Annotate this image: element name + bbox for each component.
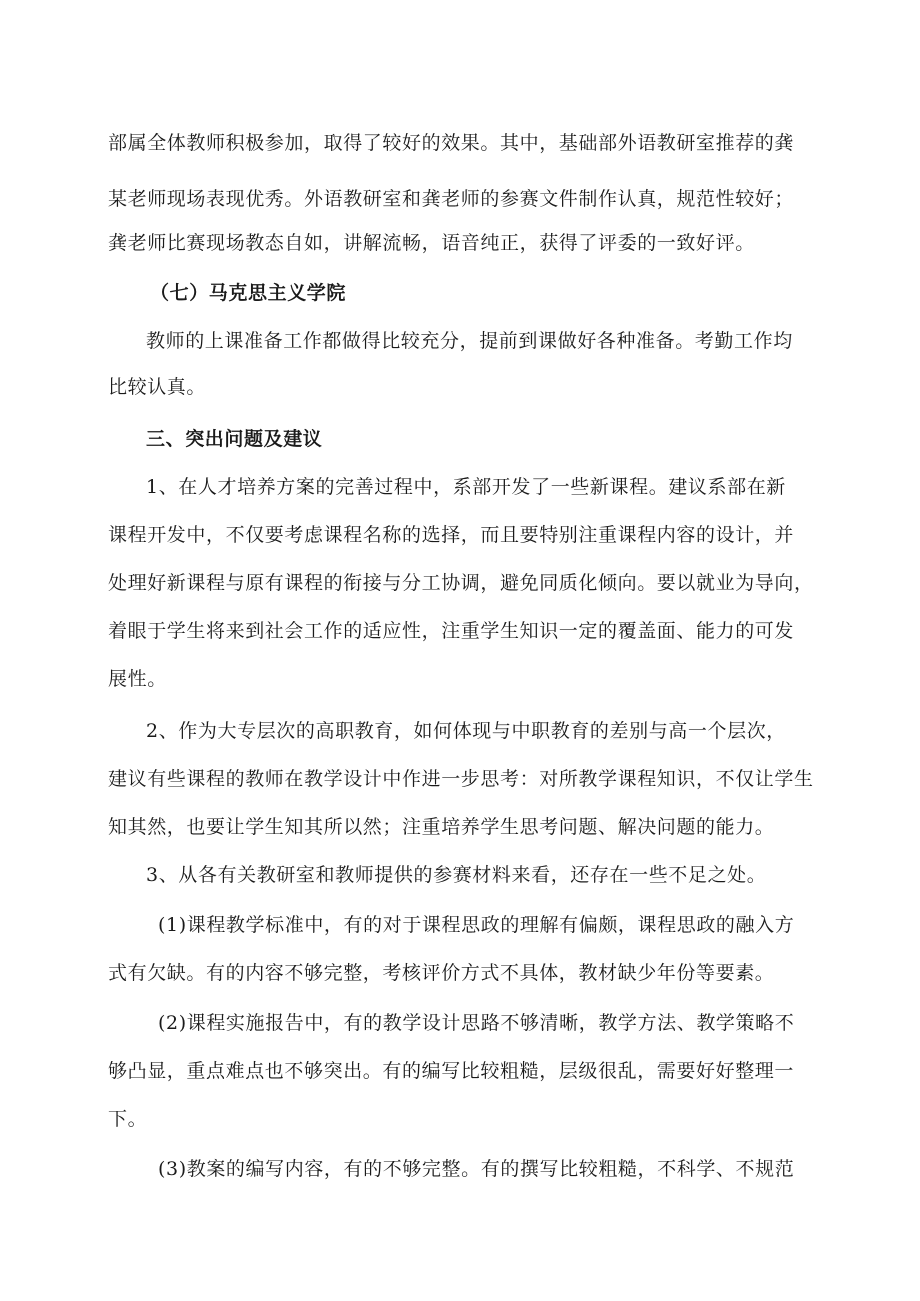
text-line: (3)教案的编写内容，有的不够完整。有的撰写比较粗糙，不科学、不规范 xyxy=(158,1158,795,1180)
text-line: (2)课程实施报告中，有的教学设计思路不够清晰，教学方法、教学策略不 xyxy=(158,1012,795,1034)
text-line: (1)课程教学标准中，有的对于课程思政的理解有偏颇，课程思政的融入方 xyxy=(158,914,795,936)
text-line: 3、从各有关教研室和教师提供的参赛材料来看，还存在一些不足之处。 xyxy=(146,864,767,886)
text-line: 够凸显，重点难点也不够突出。有的编写比较粗糙，层级很乱，需要好好整理一 xyxy=(108,1060,795,1082)
text-line: 某老师现场表现优秀。外语教研室和龚老师的参赛文件制作认真，规范性较好； xyxy=(108,188,795,210)
text-line: 着眼于学生将来到社会工作的适应性，注重学生知识一定的覆盖面、能力的可发 xyxy=(108,620,795,642)
text-line: 建议有些课程的教师在教学设计中作进一步思考：对所教学课程知识，不仅让学生 xyxy=(108,768,814,790)
text-line: 展性。 xyxy=(108,668,167,690)
text-line: 课程开发中，不仅要考虑课程名称的选择，而且要特别注重课程内容的设计，并 xyxy=(108,524,795,546)
text-line: 下。 xyxy=(108,1108,148,1130)
text-line: 部属全体教师积极参加，取得了较好的效果。其中，基础部外语教研室推荐的龚 xyxy=(108,132,795,154)
text-line: 知其然，也要让学生知其所以然；注重培养学生思考问题、解决问题的能力。 xyxy=(108,816,775,838)
text-line: 2、作为大专层次的高职教育，如何体现与中职教育的差别与高一个层次， xyxy=(146,720,786,742)
text-line: 1、在人才培养方案的完善过程中，系部开发了一些新课程。建议系部在新 xyxy=(146,476,786,498)
text-line: 处理好新课程与原有课程的衔接与分工协调，避免同质化倾向。要以就业为导向， xyxy=(108,572,814,594)
text-line: 龚老师比赛现场教态自如，讲解流畅，语音纯正，获得了评委的一致好评。 xyxy=(108,232,755,254)
text-line: 式有欠缺。有的内容不够完整，考核评价方式不具体，教材缺少年份等要素。 xyxy=(108,962,775,984)
section-heading-marxism: （七）马克思主义学院 xyxy=(150,282,347,304)
section-heading-issues: 三、突出问题及建议 xyxy=(146,428,323,450)
text-line: 比较认真。 xyxy=(108,376,207,398)
text-line: 教师的上课准备工作都做得比较充分，提前到课做好各种准备。考勤工作均 xyxy=(146,330,793,352)
